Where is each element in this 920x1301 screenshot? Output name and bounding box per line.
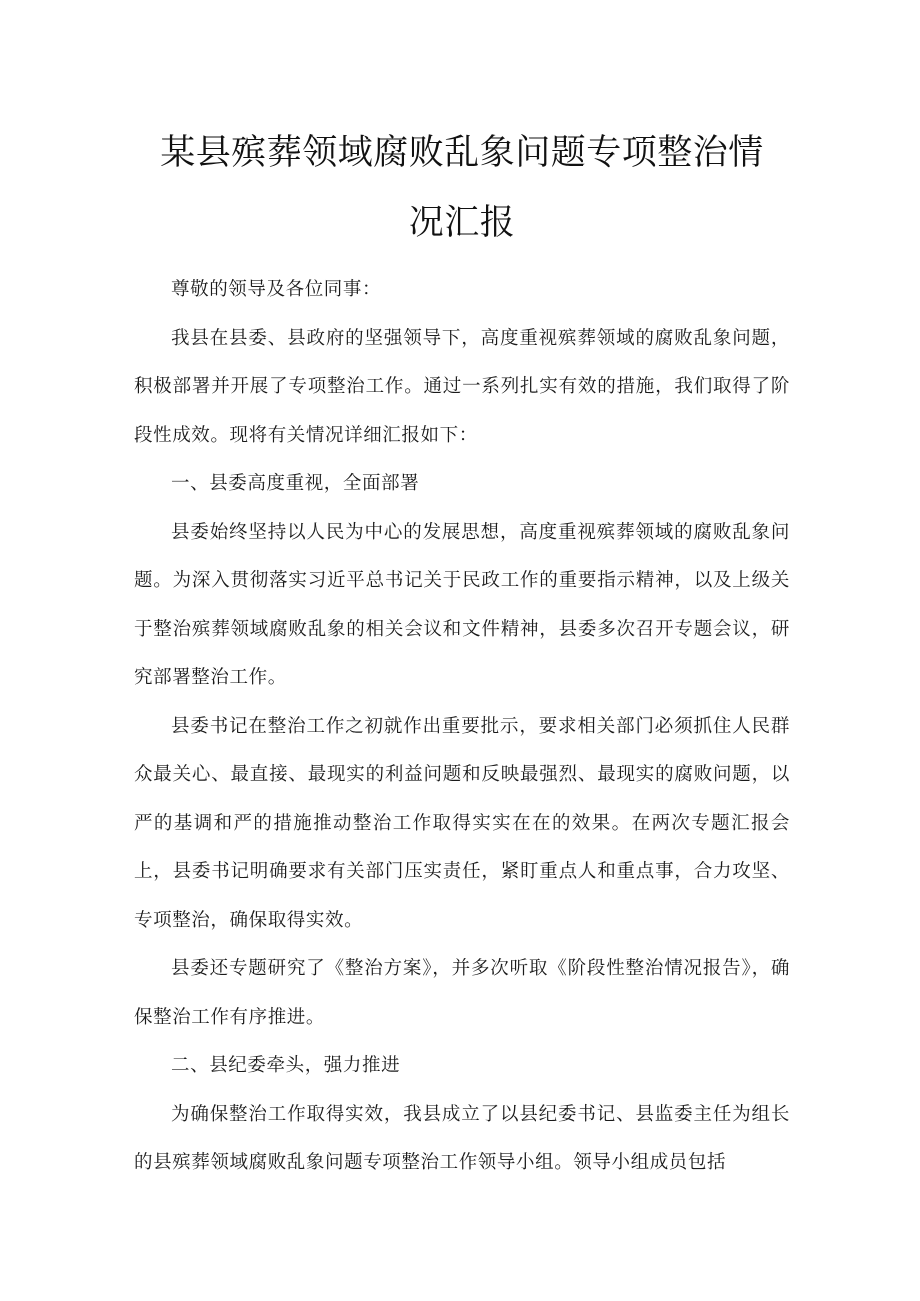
section-1-paragraph-3: 县委还专题研究了《整治方案》，并多次听取《阶段性整治情况报告》，确保整治工作有序推进。 (134, 958, 790, 1028)
document-title (134, 118, 790, 258)
intro-paragraph: 我县在县委、县政府的坚强领导下，高度重视殡葬领域的腐败乱象问题，积极部署并开展了专项整治工作。通过一系列扎实有效的措施，我们取得了阶段性成效。现将有关情况详细汇报如下： (134, 327, 790, 446)
section-heading-1: 一、县委高度重视，全面部署 (171, 473, 420, 494)
section-heading-2: 二、县纪委牵头，强力推进 (171, 1055, 401, 1076)
section-1-paragraph-1: 县委始终坚持以人民为中心的发展思想，高度重视殡葬领域的腐败乱象问题。为深入贯彻落实习近平总书记关于民政工作的重要指示精神，以及上级关于整治殡葬领域腐败乱象的相关会议和文件精神，县委多次召开专题会议，研究部署整治工作。 (134, 521, 790, 688)
section-2-paragraph-1: 为确保整治工作取得实效，我县成立了以县纪委书记、县监委主任为组长的县殡葬领域腐败乱象问题专项整治工作领导小组。领导小组成员包括 (134, 1103, 790, 1173)
document-body (134, 266, 790, 1188)
title-line-2: 况汇报 (408, 203, 516, 243)
title-line-1: 某县殡葬领域腐败乱象问题专项整治情 (160, 133, 764, 173)
document-page (134, 118, 790, 1188)
section-1-paragraph-2: 县委书记在整治工作之初就作出重要批示，要求相关部门必须抓住人民群众最关心、最直接、最现实的利益问题和反映最强烈、最现实的腐败问题，以严的基调和严的措施推动整治工作取得实实在在的效果。在两次专题汇报会上，县委书记明确要求有关部门压实责任，紧盯重点人和重点事，合力攻坚、专项整治，确保取得实效。 (134, 715, 790, 931)
salutation: 尊敬的领导及各位同事： (171, 279, 382, 300)
